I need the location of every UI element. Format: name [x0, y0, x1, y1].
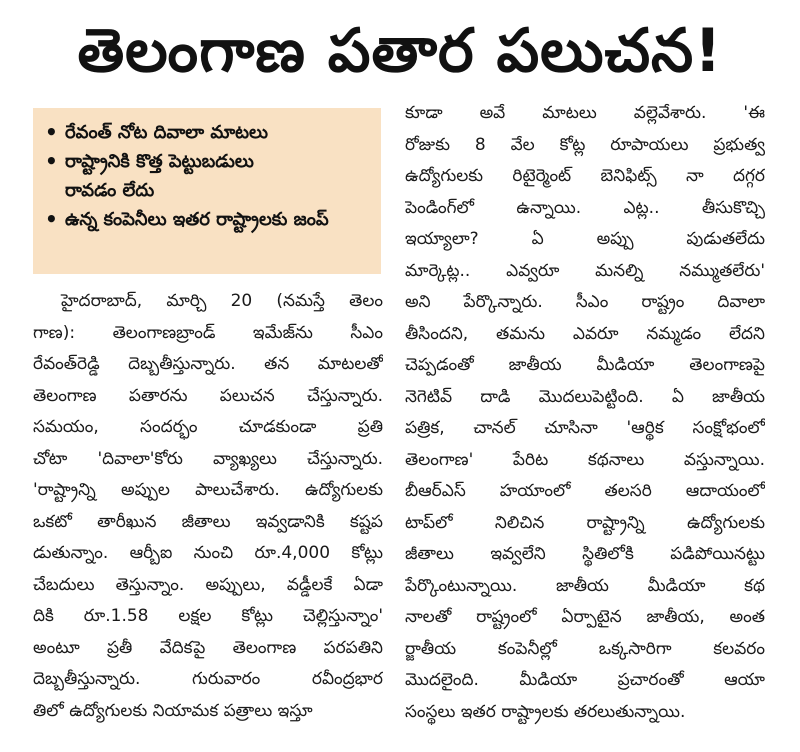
article-line: 'రాష్ట్రాన్ని అప్పుల పాలుచేశారు. ఉద్యోగులకు — [33, 480, 383, 500]
article-line: తెలంగాణ పతారను పలుచన చేస్తున్నారు. — [33, 385, 383, 406]
article-line: హైదరాబాద్, మార్చి 20 (నమస్తే తెలం — [61, 291, 383, 311]
highlight-text: ఉన్న కంపెనీలు ఇతర రాష్ట్రాలకు జంప్ — [65, 209, 329, 230]
article-line: ర్జాతీయ కంపెనీల్లో ఒక్కసారిగా కలవరం — [405, 638, 765, 659]
article-line: రోజుకు 8 వేల కోట్ల రూపాయలు ప్రభుత్వ — [405, 134, 765, 155]
highlight-text: రేవంత్ నోట దివాలా మాటలు — [65, 122, 269, 143]
article-line: అని పేర్కొన్నారు. సీఎం రాష్ట్రం దివాలా — [405, 292, 765, 312]
article-line: పెండింగ్‌లో ఉన్నాయి. ఎట్ల.. తీసుకొచ్చి — [405, 197, 765, 218]
highlight-text: రావడం లేదు — [65, 180, 155, 201]
article-line: ఉద్యోగులకు రిటైర్మెంట్ బెనిఫిట్స్ నా దగ్గర — [405, 166, 765, 186]
article-line: ఒకటో తారీఖున జీతాలు ఇవ్వడానికి కష్టప — [33, 511, 383, 532]
article-line: మార్కెట్ల.. ఎవ్వరూ మనల్ని నమ్ముతలేరు' — [405, 260, 765, 281]
bullet-icon: • — [45, 120, 58, 144]
article-line: గాణ): తెలంగాణబ్రాండ్ ఇమేజ్‌ను సీఎం — [33, 322, 383, 343]
bullet-icon: • — [45, 149, 58, 173]
article-line: దెబ్బతీస్తున్నారు. గురువారం రవీంద్రభార — [33, 669, 383, 689]
article-line: చోటా 'దివాలా'కోరు వ్యాఖ్యలు చేస్తున్నారు. — [33, 448, 383, 469]
article-column-left — [33, 286, 383, 727]
article-line: పేర్కొంటున్నాయి. జాతీయ మీడియా కథ — [405, 575, 765, 596]
article-line: బీఆర్‌ఎస్ హయాంలో తలసరి ఆదాయంలో — [405, 481, 765, 501]
bullet-icon: • — [45, 207, 58, 231]
article-line: పత్రిక, చానల్ చూసినా 'ఆర్థిక సంక్షోభంలో — [405, 418, 765, 438]
article-line: నాలతో రాష్ట్రంలో ఏర్పాటైన జాతీయ, అంత — [405, 607, 765, 627]
headline: తెలంగాణ పతార పలుచన! — [77, 16, 723, 86]
article-line: కూడా అవే మాటలు వల్లెవేశారు. 'ఈ — [405, 103, 765, 123]
article-line: చేబదులు తెస్తున్నాం. అప్పులు, వడ్డీలకే ఏడా — [33, 574, 383, 595]
highlight-item — [45, 205, 371, 234]
article-line: టాప్‌లో నిలిచిన రాష్ట్రాన్ని ఉద్యోగులకు — [405, 512, 765, 533]
article-line: చెప్పడంతో జాతీయ మీడియా తెలంగాణపై — [405, 355, 765, 375]
article-line: తిలో ఉద్యోగులకు నియామక పత్రాలు ఇస్తూ — [33, 700, 313, 721]
article-line: సమయం, సందర్భం చూడకుండా ప్రతి — [33, 417, 383, 437]
article-line: జీతాలు ఇవ్వలేని స్థితిలోకి పడిపోయినట్టు — [405, 544, 765, 564]
article-line: డుతున్నాం. ఆర్బీఐ నుంచి రూ.4,000 కోట్లు — [33, 543, 383, 563]
article-column-right — [405, 98, 765, 728]
highlight-item — [45, 147, 371, 176]
article-line: తీసిందని, తమను ఎవరూ నమ్మడం లేదని — [405, 323, 765, 344]
article-line: తెలంగాణ' పేరిట కథనాలు వస్తున్నాయి. — [405, 449, 765, 470]
highlight-item — [45, 176, 371, 205]
highlight-item — [45, 118, 371, 147]
highlight-text: రాష్ట్రానికి కొత్త పెట్టుబడులు — [65, 151, 254, 172]
article-line: అంటూ ప్రతీ వేదికపై తెలంగాణ పరపతిని — [33, 637, 383, 658]
article-line: మొదలైంది. మీడియా ప్రచారంతో ఆయా — [405, 670, 765, 690]
highlights-box — [33, 108, 381, 274]
article-line: ఇయ్యాలా? ఏ అప్పు పుడుతలేదు — [405, 229, 765, 249]
article-line: సంస్థలు ఇతర రాష్ట్రాలకు తరలుతున్నాయి. — [405, 701, 686, 722]
article-line: దికి రూ.1.58 లక్షల కోట్లు చెల్లిస్తున్నాం' — [33, 606, 383, 626]
article-line: నెగెటివ్ దాడి మొదలుపెట్టింది. ఏ జాతీయ — [405, 386, 765, 407]
article-line: రేవంత్‌రెడ్డి దెబ్బతీస్తున్నారు. తన మాటలతో — [33, 354, 383, 374]
